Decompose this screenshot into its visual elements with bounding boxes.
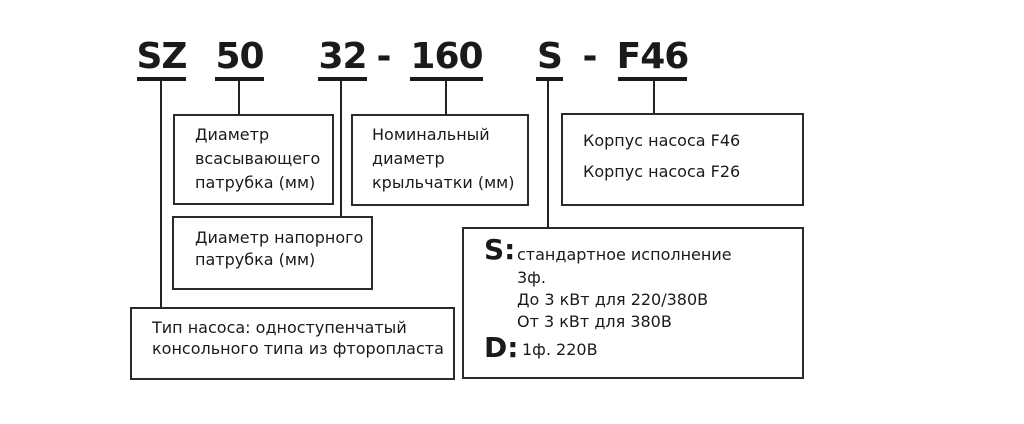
- box-text-line: Корпус насоса F46: [583, 131, 741, 150]
- box-pump-type: [130, 307, 455, 380]
- variant-d-text: 1ф. 220В: [522, 340, 598, 359]
- box-text-line: До 3 кВт для 220/380В: [517, 290, 709, 309]
- box-discharge-diameter: [172, 216, 373, 290]
- variant-s-label: S:: [484, 233, 516, 266]
- connector-line-series: [160, 81, 162, 307]
- connector-line-discharge: [340, 81, 342, 216]
- box-text-line: Корпус насоса F26: [583, 162, 741, 181]
- box-text-line: консольного типа из фторопласта: [152, 339, 444, 358]
- code-separator-dash: -: [582, 36, 598, 77]
- connector-line-casing: [653, 81, 655, 113]
- box-text-line: Диаметр: [195, 125, 270, 144]
- box-suction-diameter: [173, 114, 334, 205]
- box-text-line: патрубка (мм): [195, 250, 316, 269]
- connector-line-suction: [238, 81, 240, 114]
- box-text-line: Тип насоса: одноступенчатый: [152, 318, 407, 337]
- code-part-suction: 50: [215, 37, 264, 81]
- box-impeller-diameter: [351, 114, 529, 206]
- box-electrical-variant: [462, 227, 804, 379]
- box-text-line: диаметр: [372, 149, 445, 168]
- box-text-line: всасывающего: [195, 149, 321, 168]
- code-part-discharge: 32: [318, 37, 367, 81]
- variant-s-text: стандартное исполнение: [517, 245, 732, 264]
- code-part-impeller: 160: [410, 37, 483, 81]
- box-text-line: От 3 кВт для 380В: [517, 312, 672, 331]
- box-pump-casing: [561, 113, 804, 206]
- variant-d-label: D:: [484, 331, 519, 364]
- box-text-line: Диаметр напорного: [195, 228, 364, 247]
- box-text-line: 3ф.: [517, 268, 546, 287]
- code-part-series: SZ: [137, 37, 186, 81]
- box-text-line: крыльчатки (мм): [372, 173, 515, 192]
- variant-s-details: [517, 267, 708, 333]
- connector-line-impeller: [445, 81, 447, 114]
- code-part-casing: F46: [618, 37, 687, 81]
- code-separator-dash: -: [376, 36, 392, 77]
- connector-line-variant: [547, 81, 549, 227]
- box-text-line: Номинальный: [372, 125, 490, 144]
- box-text-line: патрубка (мм): [195, 173, 316, 192]
- code-part-variant: S: [536, 37, 563, 81]
